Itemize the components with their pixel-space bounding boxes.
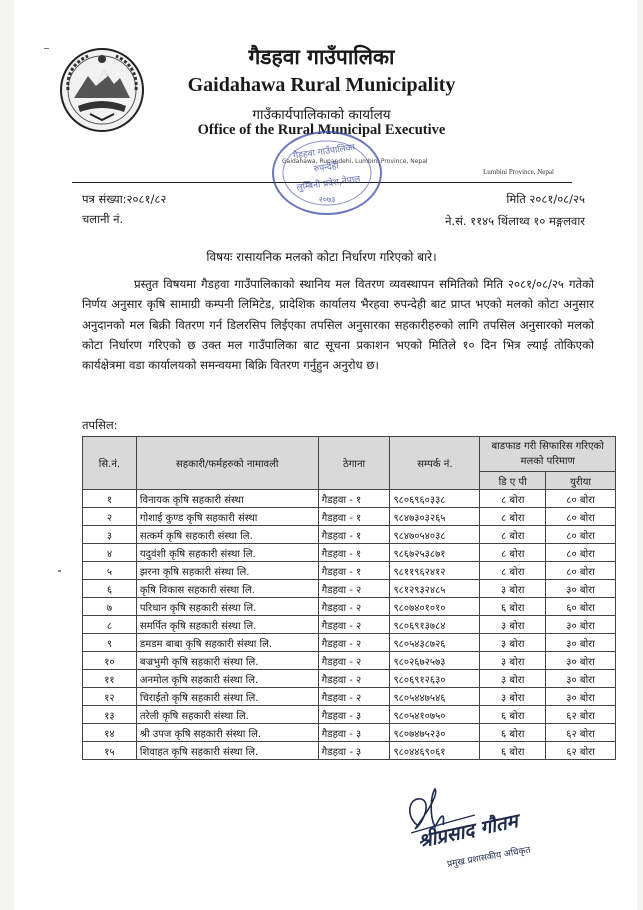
cell-contact: ९८६७२५३८७१	[390, 544, 480, 562]
header-name: सहकारी/फर्महरुको नामावली	[136, 437, 318, 490]
header-urea: युरीया	[546, 472, 616, 490]
letterhead-address-small: Gaidahawa, Rupandehi, Lumbini Province, Nepal	[282, 158, 428, 165]
cell-name: कृषि विकास सहकारी संस्था लि.	[136, 580, 318, 598]
cell-sn: १५	[83, 742, 137, 760]
cell-address: गैडहवा - ३	[318, 706, 390, 724]
cell-contact: ९८०४४६९०६१	[390, 742, 480, 760]
cell-sn: ७	[83, 598, 137, 616]
cell-contact: ९८०५४४७५४६	[390, 688, 480, 706]
cell-name: डमडम बाबा कृषि सहकारी संस्था लि.	[136, 634, 318, 652]
cell-sn: १०	[83, 652, 137, 670]
header-dap: डि ए पी	[480, 472, 546, 490]
cell-contact: ९८४७०५४०३८	[390, 526, 480, 544]
cell-name: तरेली कृषि सहकारी संस्था लि.	[136, 706, 318, 724]
cell-name: विनायक कृषि सहकारी संस्था	[136, 490, 318, 508]
letter-reference-number: पत्र संख्या:२०८१/८२	[82, 192, 167, 206]
cell-sn: १४	[83, 724, 137, 742]
schedule-label: तपसिल:	[82, 418, 118, 432]
cell-urea: ६२ बोरा	[546, 706, 616, 724]
cell-address: गैडहवा - १	[318, 526, 390, 544]
fertilizer-quota-table	[82, 436, 616, 760]
table-row	[83, 634, 616, 652]
municipality-name-english: Gaidahawa Rural Municipality	[187, 74, 456, 96]
cell-sn: १२	[83, 688, 137, 706]
cell-sn: १	[83, 490, 137, 508]
municipality-name-nepali: गैडहवा गाउँपालिका	[248, 45, 395, 69]
cell-name: झरना कृषि सहकारी संस्था लि.	[136, 562, 318, 580]
header-allocation: बाडफाड गरी सिफारिस गरिएको मलको परिमाण	[480, 437, 616, 472]
cell-dap: ८ बोरा	[480, 544, 546, 562]
cell-dap: ३ बोरा	[480, 688, 546, 706]
cell-name: समर्पित कृषि सहकारी संस्था लि.	[136, 616, 318, 634]
cell-sn: ९	[83, 634, 137, 652]
cell-dap: ३ बोरा	[480, 652, 546, 670]
header-sn: सि.नं.	[83, 437, 137, 490]
table-row	[83, 706, 616, 724]
cell-sn: ४	[83, 544, 137, 562]
cell-name: गोशाई कुण्ड कृषि सहकारी संस्था	[136, 508, 318, 526]
cell-urea: ३० बोरा	[546, 580, 616, 598]
cell-sn: २	[83, 508, 137, 526]
cell-urea: ३० बोरा	[546, 670, 616, 688]
signatory-title: प्रमुख प्रशासकीय अधिकृत	[446, 845, 532, 870]
cell-urea: ३० बोरा	[546, 634, 616, 652]
cell-urea: ८० बोरा	[546, 490, 616, 508]
cell-contact: ९८०५४३८७२६	[390, 634, 480, 652]
cell-contact: ९८४७३०३२६५	[390, 508, 480, 526]
cell-urea: ६० बोरा	[546, 598, 616, 616]
svg-text:लुम्बिनी प्रदेश,नेपाल: लुम्बिनी प्रदेश,नेपाल	[296, 174, 361, 194]
cell-contact: ९८०७४०१०१०	[390, 598, 480, 616]
scan-dot	[58, 570, 61, 572]
cell-contact: ९८०६९६०३३८	[390, 490, 480, 508]
table-row	[83, 724, 616, 742]
cell-name: चिराईतो कृषि सहकारी संस्था लि.	[136, 688, 318, 706]
letter-date: मिति २०८१/०८/२५	[506, 192, 585, 206]
cell-dap: ६ बोरा	[480, 598, 546, 616]
header-contact: सम्पर्क नं.	[390, 437, 480, 490]
cell-sn: ८	[83, 616, 137, 634]
cell-address: गैडहवा - २	[318, 688, 390, 706]
cell-sn: ५	[83, 562, 137, 580]
nepal-sambat-date: ने.सं. ११४५ थिंलाथ्व १० मङ्गलवार	[445, 214, 585, 228]
cell-address: गैडहवा - २	[318, 580, 390, 598]
table-row	[83, 670, 616, 688]
office-name-english: Office of the Rural Municipal Executive	[197, 122, 446, 138]
table-row	[83, 598, 616, 616]
table-row	[83, 562, 616, 580]
cell-name: श्री उपज कृषि सहकारी संस्था लि.	[136, 724, 318, 742]
cell-dap: ३ बोरा	[480, 670, 546, 688]
cell-urea: ६२ बोरा	[546, 742, 616, 760]
cell-urea: ३० बोरा	[546, 616, 616, 634]
cell-sn: ११	[83, 670, 137, 688]
table-row	[83, 688, 616, 706]
letter-body: प्रस्तुत विषयमा गैडहवा गाउँपालिकाको स्थानिय मल वितरण व्यवस्थापन समितिको मिति २०८१/०८/२५ गतेको निर्णय अनुसार कृषि सामाग्री कम्पनी लिमिटेड, प्रादेशिक कार्यालय भैरहवा रुपन्देही बाट प्राप्त भएको मलको कोटा अनुसार अनुदानको मल बिक्री वितरण गर्न डिलरसिप लिईएका तपसिल अनुसारका सहकारीहरुको लागि तपसिल अनुसारको मलको कोटा निर्धारण गरिएको छ उक्त मल गाउँपालिका बाट सूचना प्रकाशन भएको मितिले १० दिन भित्र ल्याई तोकिएको कार्यक्षेत्रमा वडा कार्यालयको समन्वयमा बिक्रि वितरण गर्नुहुन अनुरोध छ।	[82, 277, 594, 373]
table-row	[83, 616, 616, 634]
cell-contact: ९८०५४१०७५०	[390, 706, 480, 724]
table-row	[83, 544, 616, 562]
cell-dap: ८ बोरा	[480, 562, 546, 580]
cell-urea: ३० बोरा	[546, 652, 616, 670]
svg-text:२०७३: २०७३	[318, 195, 336, 204]
signatory-name: श्रीप्रसाद गौतम	[415, 810, 520, 853]
header-address: ठेगाना	[318, 437, 390, 490]
cell-address: गैडहवा - १	[318, 562, 390, 580]
cell-address: गैडहवा - ३	[318, 742, 390, 760]
svg-text:गैडहवा गाउँपालिका: गैडहवा गाउँपालिका	[292, 142, 356, 162]
cell-urea: ८० बोरा	[546, 544, 616, 562]
cell-urea: ८० बोरा	[546, 508, 616, 526]
cell-urea: ३० बोरा	[546, 688, 616, 706]
cell-address: गैडहवा - २	[318, 634, 390, 652]
table-row	[83, 580, 616, 598]
cell-contact: ९८०२६७२५७३	[390, 652, 480, 670]
cell-name: शिवाहत कृषि सहकारी संस्था लि.	[136, 742, 318, 760]
cell-dap: ८ बोरा	[480, 508, 546, 526]
cell-address: गैडहवा - २	[318, 670, 390, 688]
cell-dap: ८ बोरा	[480, 526, 546, 544]
letter-subject: विषयः रासायनिक मलको कोटा निर्धारण गरिएको बारे।	[206, 250, 437, 264]
cell-dap: ३ बोरा	[480, 580, 546, 598]
cell-name: परिधान कृषि सहकारी संस्था लि.	[136, 598, 318, 616]
cell-dap: ३ बोरा	[480, 634, 546, 652]
cell-sn: ३	[83, 526, 137, 544]
table-row	[83, 526, 616, 544]
cell-name: बज्रभुमी कृषि सहकारी संस्था लि.	[136, 652, 318, 670]
cell-dap: ६ बोरा	[480, 742, 546, 760]
cell-dap: ६ बोरा	[480, 724, 546, 742]
cell-dap: ६ बोरा	[480, 706, 546, 724]
cell-address: गैडहवा - २	[318, 652, 390, 670]
svg-text:रुपन्देही: रुपन्देही	[313, 161, 340, 175]
table-row	[83, 742, 616, 760]
cell-sn: १३	[83, 706, 137, 724]
cell-urea: ८० बोरा	[546, 526, 616, 544]
cell-contact: ९८०६९१२६३०	[390, 670, 480, 688]
cell-name: सत्कर्म कृषि सहकारी संस्था लि.	[136, 526, 318, 544]
cell-contact: ९८१२९३२४८५	[390, 580, 480, 598]
cell-address: गैडहवा - २	[318, 598, 390, 616]
office-seal-stamp	[270, 128, 385, 218]
office-name-nepali: गाउँकार्यपालिकाको कार्यालय	[252, 107, 391, 123]
dispatch-number: चलानी नं.	[82, 212, 124, 226]
cell-urea: ८० बोरा	[546, 562, 616, 580]
cell-address: गैडहवा - १	[318, 490, 390, 508]
cell-name: अनमोल कृषि सहकारी संस्था लि.	[136, 670, 318, 688]
cell-dap: ८ बोरा	[480, 490, 546, 508]
letterhead-province: Lumbini Province, Nepal	[483, 168, 554, 176]
cell-contact: ९८०७४७५२३०	[390, 724, 480, 742]
table-row	[83, 652, 616, 670]
cell-dap: ३ बोरा	[480, 616, 546, 634]
table-row	[83, 490, 616, 508]
table-row	[83, 508, 616, 526]
cell-urea: ६२ बोरा	[546, 724, 616, 742]
cell-address: गैडहवा - २	[318, 616, 390, 634]
cell-contact: ९८०६९१३७८४	[390, 616, 480, 634]
cell-address: गैडहवा - १	[318, 544, 390, 562]
cell-contact: ९८११९६२४१२	[390, 562, 480, 580]
cell-address: गैडहवा - ३	[318, 724, 390, 742]
cell-sn: ६	[83, 580, 137, 598]
cell-name: यदुवंशी कृषि सहकारी संस्था लि.	[136, 544, 318, 562]
cell-address: गैडहवा - १	[318, 508, 390, 526]
